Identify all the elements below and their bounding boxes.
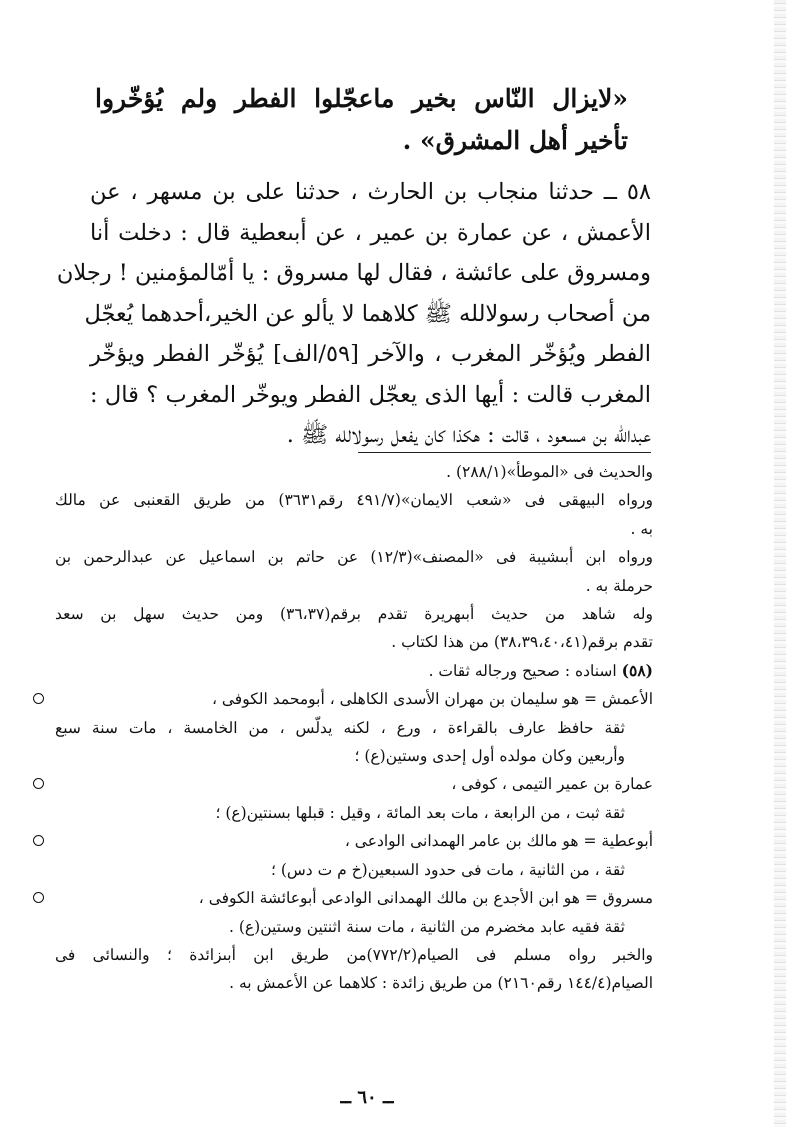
narrator-detail: ثقة فقيه عابد مخضرم من الثانية ، مات سنة اثنتين وستين(ع) .	[229, 917, 625, 936]
circle-bullet-icon	[33, 693, 44, 704]
hadith-quote: «لايزال النّاس بخير ماعجّلوا الفطر ولم يُؤخّروا تأخير أهل المشرق» .	[95, 84, 628, 155]
note-line: به .	[630, 519, 653, 538]
hadith-58-text	[56, 172, 652, 456]
circle-bullet-icon	[33, 778, 44, 789]
hadith-line: ٥٨ ــ حدثنا منجاب بن الحارث ، حدثنا على بن مسهر ، عن	[90, 179, 651, 205]
note-line: ورواه ابن أبىشيبة فى «المصنف»(١٢/٣) عن حاتم بن اسماعيل عن عبدالرحمن بن	[55, 548, 654, 567]
isnad-number: (٥٨)	[621, 660, 653, 680]
closing-line: الصيام(١٤٤/٤ رقم٢١٦٠) من طريق زائدة : كلاهما عن الأعمش به .	[229, 974, 653, 993]
note-line: والحديث فى «الموطأ»(٢٨٨/١) .	[446, 463, 653, 481]
narrator-name: أبوعطية = هو مالك بن عامر الهمدانى الوادعى ،	[344, 832, 653, 851]
narrator-entry	[55, 884, 653, 941]
isnad-heading	[55, 657, 653, 685]
footnote-separator	[358, 452, 651, 453]
closing-line: والخبر رواه مسلم فى الصيام(٧٧٢/٢)من طريق ابن أبىزائدة ؛ والنسائى فى	[55, 945, 654, 964]
narrator-detail: وأربعين وكان مولده أول إحدى وستين(ع) ؛	[354, 747, 625, 766]
narrator-detail: ثقة ، من الثانية ، مات فى حدود السبعين(خ م ت دس) ؛	[270, 860, 625, 879]
hadith-line: ومسروق على عائشة ، فقال لها مسروق : يا أمّالمؤمنين ! رجلان	[56, 260, 651, 286]
narrator-detail: ثقة حافظ عارف بالقراءة ، ورع ، لكنه يدلّس ، من الخامسة ، مات سنة سبع	[55, 718, 625, 737]
narrator-entry	[55, 685, 653, 770]
page-number: ــ ٦٠ ــ	[340, 1087, 394, 1108]
narrator-entry	[55, 827, 653, 884]
note-line: وله شاهد من حديث أبىهريرة تقدم برقم(٣٦،٣٧) ومن حديث سهل بن سعد	[55, 605, 653, 624]
hadith-line: المغرب قالت : أيها الذى يعجّل الفطر ويوخّر المغرب ؟ قال :	[90, 381, 651, 408]
note-line: تقدم برقم(٣٨،٣٩،٤٠،٤١) من هذا لكتاب .	[391, 633, 653, 652]
note-line: حرملة به .	[585, 576, 653, 595]
narrator-name: عمارة بن عمير التيمى ، كوفى ،	[451, 775, 653, 794]
narrator-name: مسروق = هو ابن الأجدع بن مالك الهمدانى الوادعى أبوعائشة الكوفى ،	[198, 889, 653, 908]
page-edge-scan-border	[774, 0, 786, 1127]
hadith-line: الفطر ويُؤخّر المغرب ، والآخر [٥٩/الف] يُؤخّر الفطر ويؤخّر	[90, 341, 652, 367]
hadith-line: من أصحاب رسولالله ﷺ كلاهما لا يألو عن الخير،أحدهما يُعجّل	[84, 300, 651, 327]
note-line: ورواه البيهقى فى «شعب الايمان»(٤٩١/٧ رقم٣٦٣١) من طريق القعنبى عن مالك	[55, 491, 653, 510]
hadith-line: الأعمش ، عن عمارة بن عمير ، عن أبىعطية قال : دخلت أنا	[90, 219, 651, 246]
isnad-text: اسناده : صحيح ورجاله ثقات .	[428, 661, 617, 680]
footnotes	[55, 458, 653, 998]
narrator-detail: ثقة ثبت ، من الرابعة ، مات بعد المائة ، وقيل : قبلها بسنتين(ع) ؛	[215, 803, 625, 822]
hadith-line: عبدالله بن مسعود ، قالت : هكذا كان يفعل رسولالله ﷺ .	[286, 422, 651, 448]
narrator-name: الأعمش = هو سليمان بن مهران الأسدى الكاهلى ، أبومحمد الكوفى ،	[211, 690, 653, 709]
circle-bullet-icon	[33, 835, 44, 846]
narrator-entry	[55, 770, 653, 827]
circle-bullet-icon	[33, 892, 44, 903]
